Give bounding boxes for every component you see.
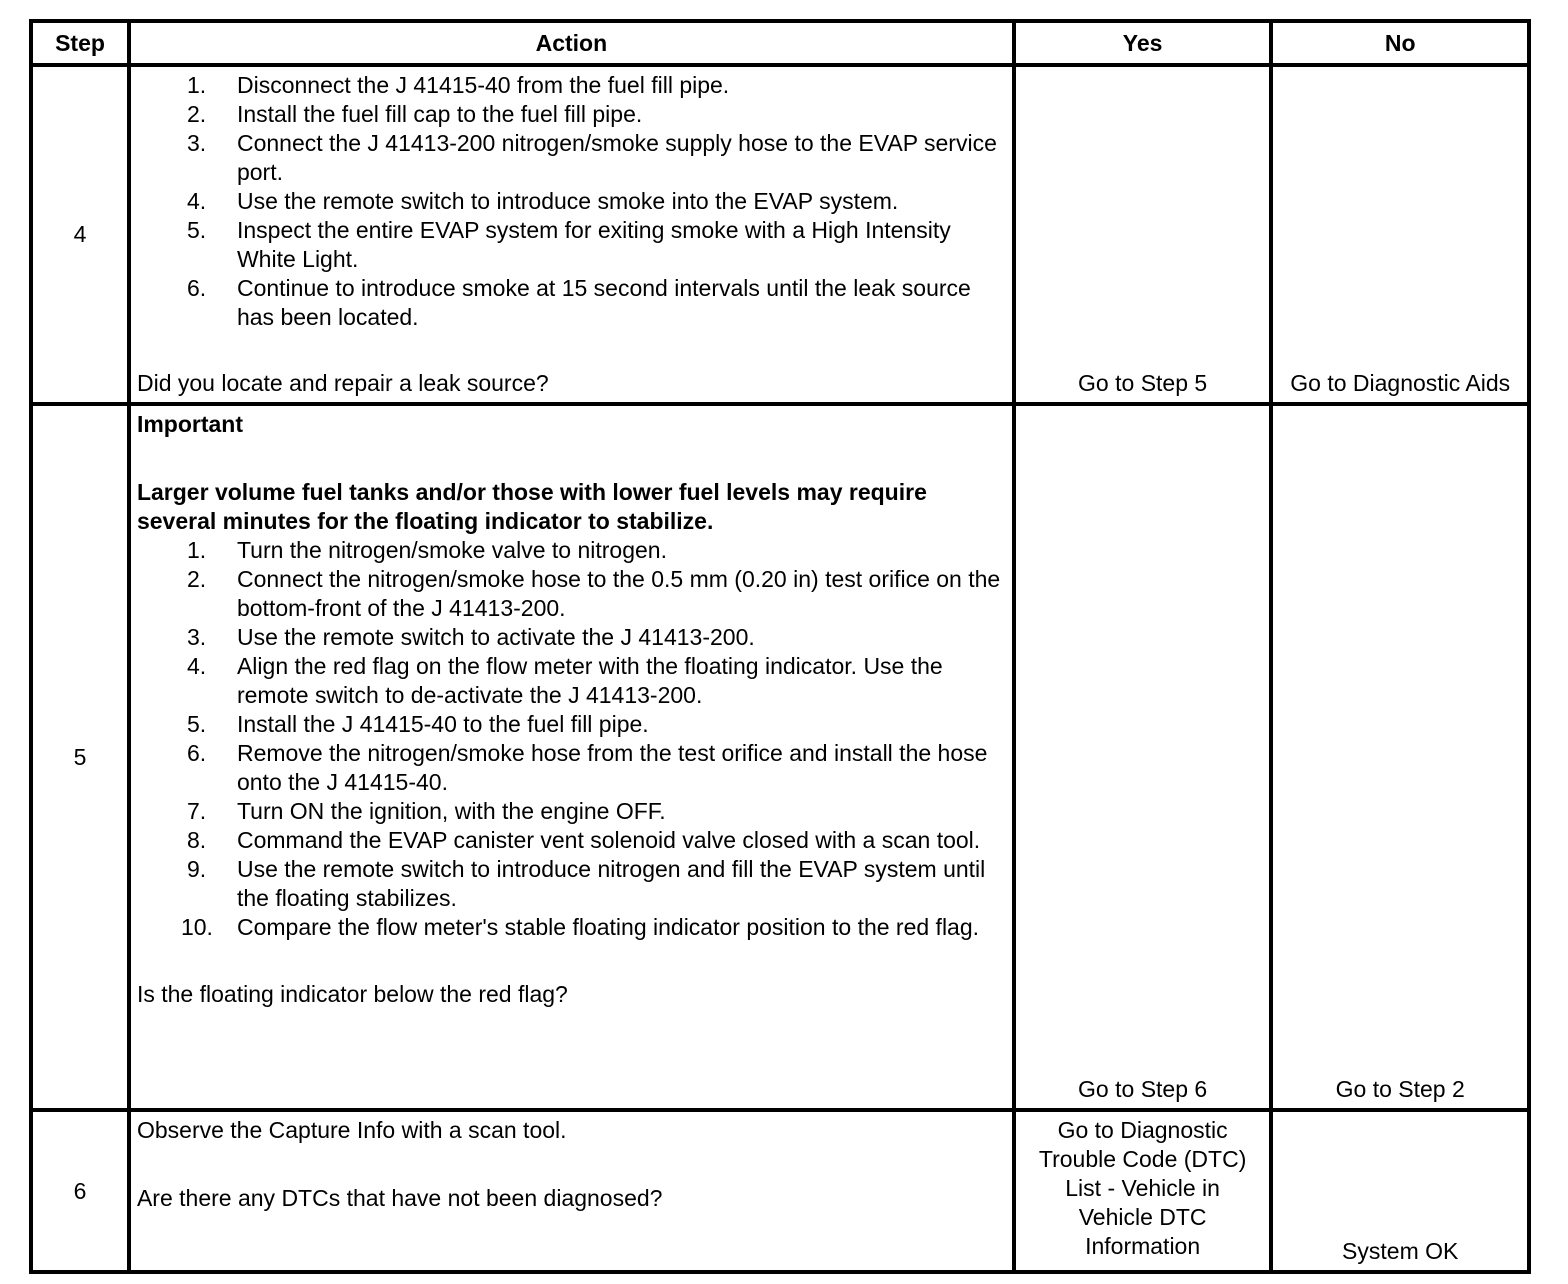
list-item: 1. Turn the nitrogen/smoke valve to nitrogen. — [186, 537, 667, 563]
list-item: 1. Disconnect the J 41415-40 from the fuel fill pipe. — [186, 72, 730, 98]
question-text: Is the floating indicator below the red flag? — [136, 981, 568, 1007]
table-row-step-5 — [31, 404, 1529, 1110]
important-heading: Important — [136, 411, 244, 437]
question-text: Did you locate and repair a leak source? — [136, 370, 549, 396]
table-row-step-6 — [31, 1110, 1529, 1272]
action-cell — [129, 65, 1014, 404]
list-item: 4. Align the red flag on the flow meter with the floating indicator. Use the remote switch to de-activate the J 41413-200. — [186, 653, 943, 708]
header-row — [31, 21, 1529, 65]
list-item: 7. Turn ON the ignition, with the engine OFF. — [186, 798, 666, 824]
header-action: Action — [129, 21, 1014, 65]
list-item: 6. Remove the nitrogen/smoke hose from the test orifice and install the hose onto the J 41415-40. — [186, 740, 988, 795]
procedure-list — [137, 71, 1006, 332]
diagnostic-table — [29, 19, 1531, 1274]
no-cell: Go to Diagnostic Aids — [1271, 65, 1529, 404]
action-cell — [129, 1110, 1014, 1272]
list-item: 3. Connect the J 41413-200 nitrogen/smoke supply hose to the EVAP service port. — [186, 130, 997, 185]
list-item: 5. Inspect the entire EVAP system for exiting smoke with a High Intensity White Light. — [186, 217, 951, 272]
important-note: Larger volume fuel tanks and/or those with lower fuel levels may require several minutes for the floating indicator to stabilize. — [136, 479, 927, 534]
no-cell: System OK — [1271, 1110, 1529, 1272]
action-cell — [129, 404, 1014, 1110]
step-number: 4 — [31, 65, 129, 404]
header-yes: Yes — [1014, 21, 1272, 65]
list-item: 4. Use the remote switch to introduce smoke into the EVAP system. — [186, 188, 899, 214]
list-item: 5. Install the J 41415-40 to the fuel fill pipe. — [186, 711, 649, 737]
header-no: No — [1271, 21, 1529, 65]
list-item: 8. Command the EVAP canister vent solenoid valve closed with a scan tool. — [186, 827, 981, 853]
list-item: 2. Install the fuel fill cap to the fuel fill pipe. — [186, 101, 643, 127]
header-step: Step — [31, 21, 129, 65]
step-number: 5 — [31, 404, 129, 1110]
yes-cell: Go to Step 6 — [1014, 404, 1272, 1110]
step-number: 6 — [31, 1110, 129, 1272]
yes-cell: Go to Diagnostic Trouble Code (DTC) List - Vehicle in Vehicle DTC Information — [1014, 1110, 1272, 1272]
list-item: 3. Use the remote switch to activate the J 41413-200. — [186, 624, 755, 650]
table-row-step-4 — [31, 65, 1529, 404]
procedure-list — [137, 536, 1006, 942]
question-text: Are there any DTCs that have not been diagnosed? — [136, 1185, 663, 1211]
list-item: 9. Use the remote switch to introduce nitrogen and fill the EVAP system until the floating stabilizes. — [186, 856, 986, 911]
yes-cell: Go to Step 5 — [1014, 65, 1272, 404]
list-item: 2. Connect the nitrogen/smoke hose to the 0.5 mm (0.20 in) test orifice on the bottom-front of the J 41413-200. — [186, 566, 1001, 621]
list-item: 6. Continue to introduce smoke at 15 second intervals until the leak source has been located. — [186, 275, 971, 330]
action-text: Observe the Capture Info with a scan tool. — [136, 1117, 567, 1143]
no-cell: Go to Step 2 — [1271, 404, 1529, 1110]
list-item: 10. Compare the flow meter's stable floating indicator position to the red flag. — [180, 914, 980, 940]
